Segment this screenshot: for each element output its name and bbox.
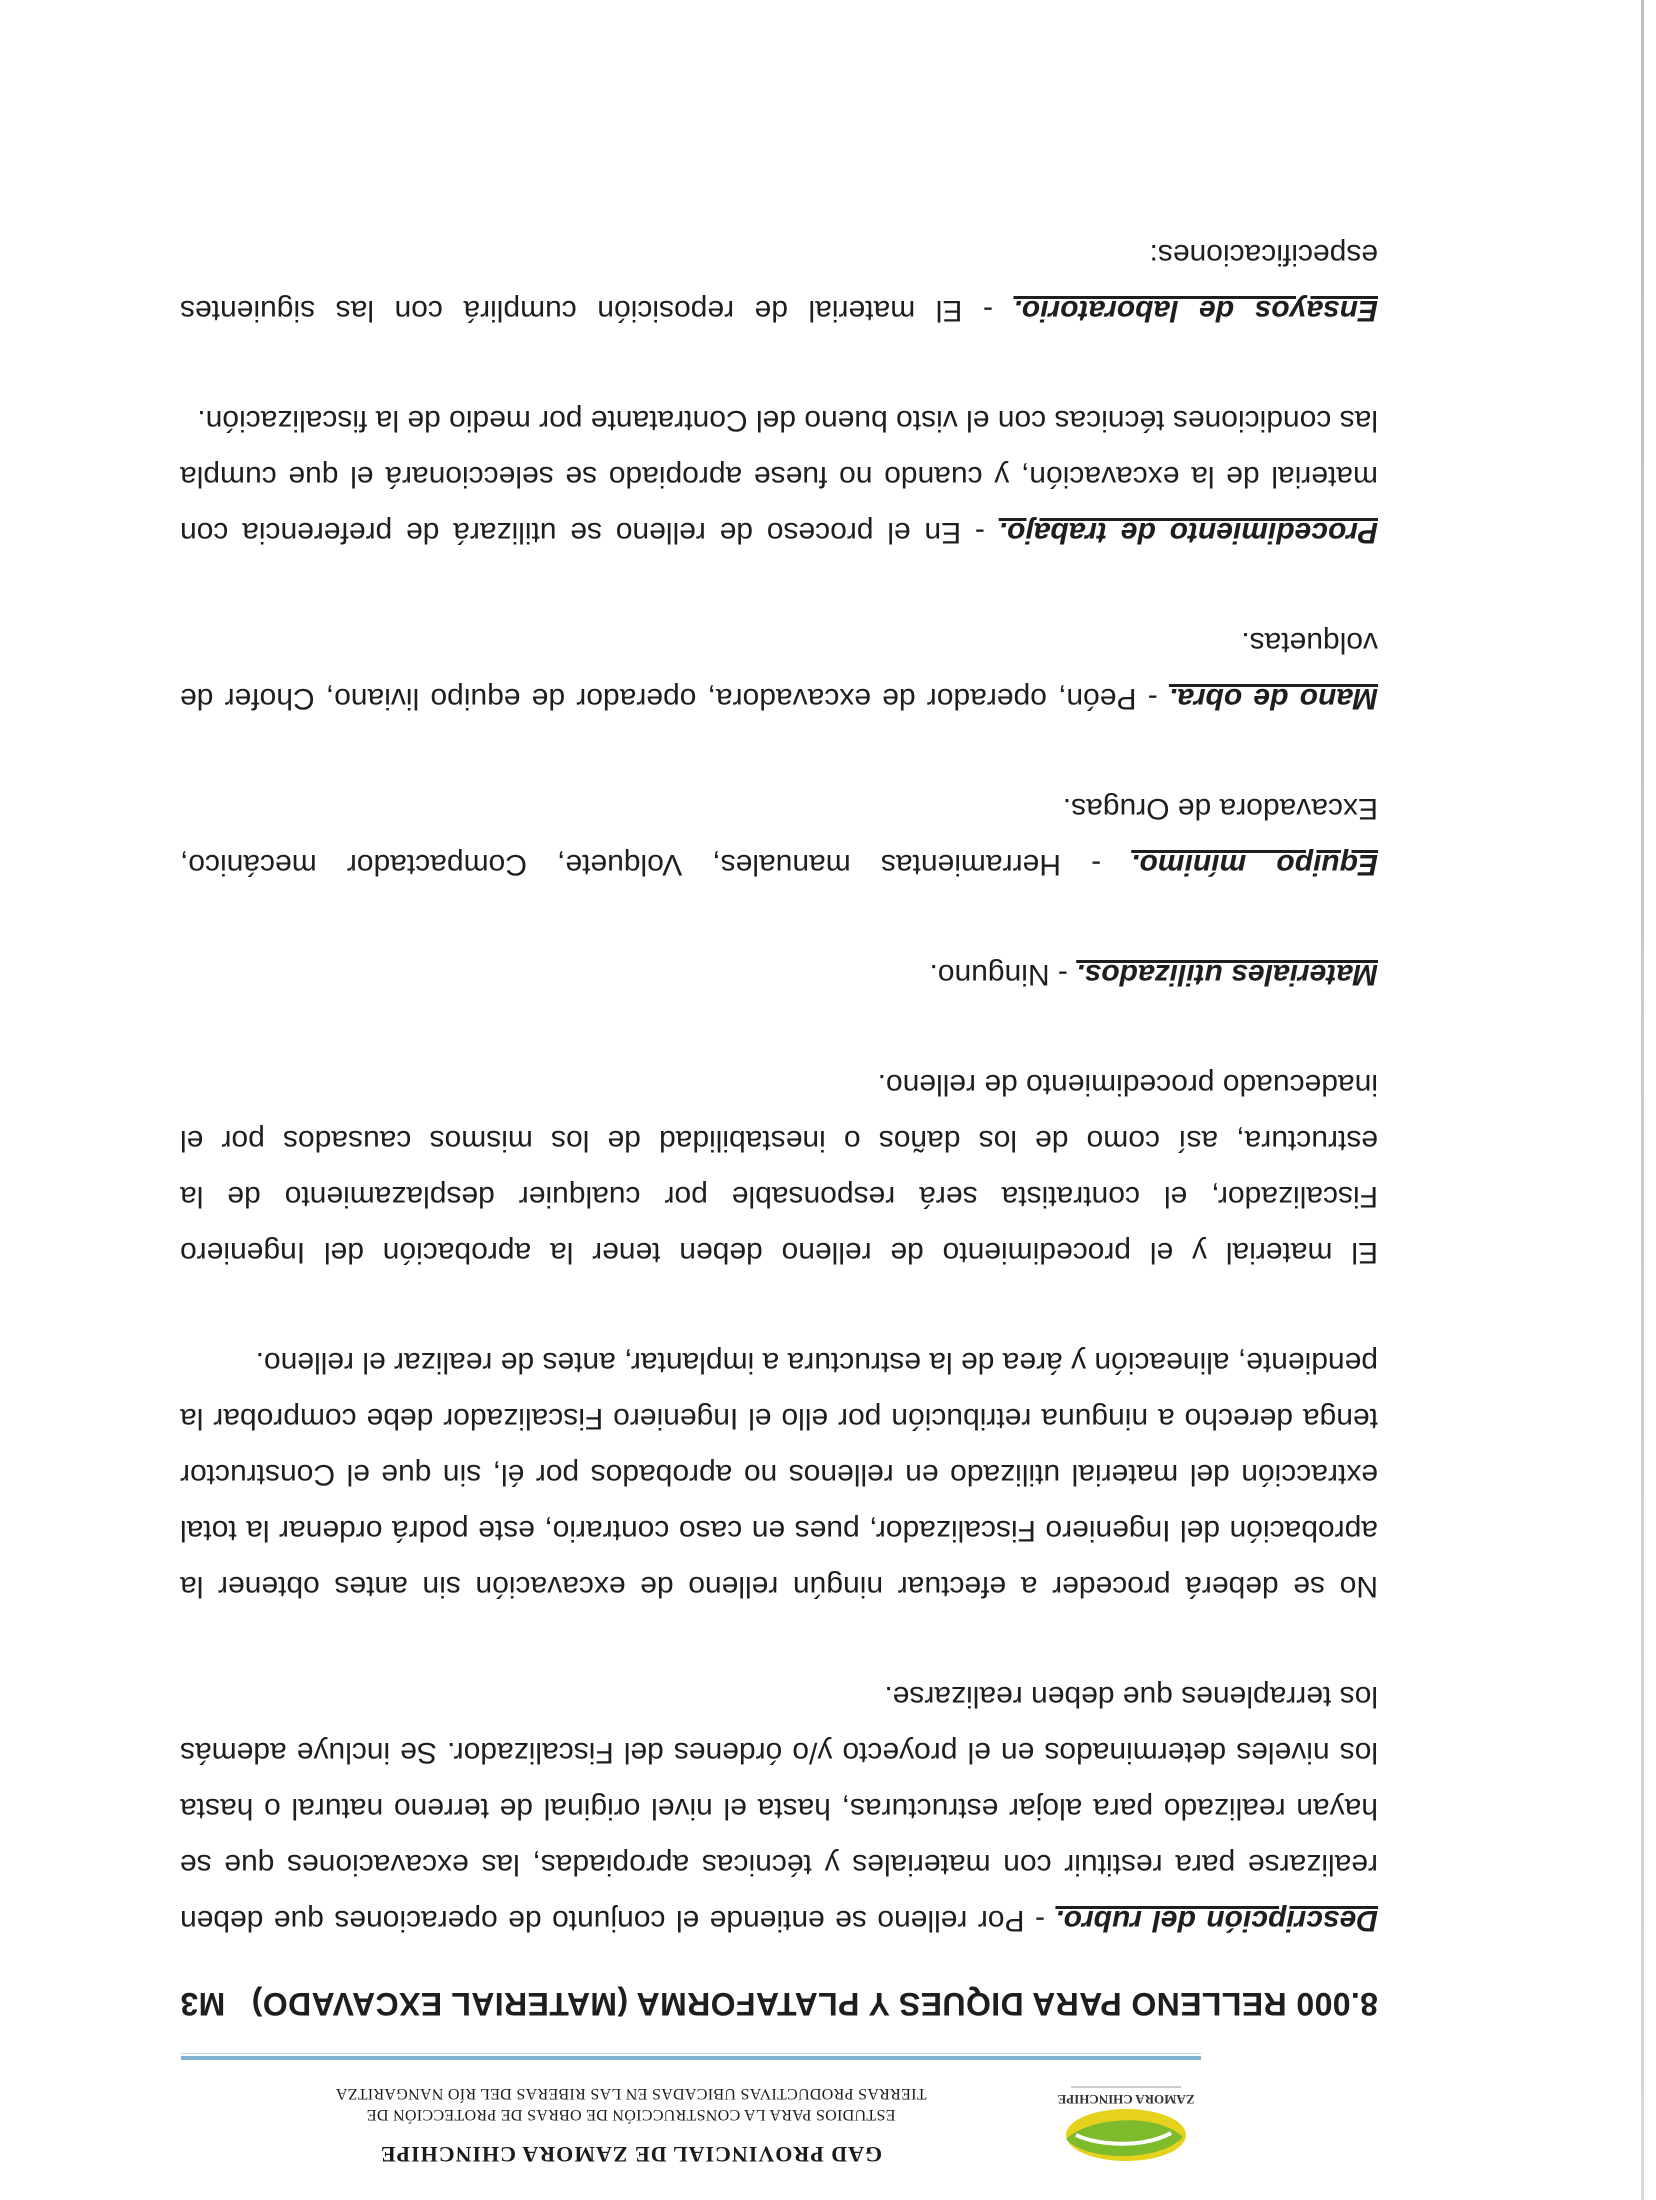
- paragraph-mano-obra: [180, 614, 1378, 726]
- label-equipo: Equipo mínimo.: [1131, 848, 1378, 881]
- page-edge: [1641, 0, 1644, 2200]
- section-title: 8.000 RELLENO PARA DIQUES Y PLATAFORMA (MATERIAL EXCAVADO): [251, 1986, 1378, 2022]
- text-equipo: - Herramientas manuales, Volquete, Compactador mecánico, Excavadora de Orugas.: [180, 792, 1378, 881]
- organization-name: GAD PROVINCIAL DE ZAMORA CHINCHIPE: [379, 2142, 883, 2167]
- paragraph-no-se-debera: No se deberá proceder a efectuar ningún relleno de excavación sin antes obtener la aprobación del Ingeniero Fiscalizador, pues en caso contrario, este podrá ordenar la total extracción del material utilizado en rellenos no aprobados por él, sin que el Constructor tenga derecho a ninguna retribución por ello el Ingeniero Fiscalizador debe comprobar la pendiente, alineación y área de la estructura a implantar, antes de realizar el relleno.: [180, 1346, 1378, 1603]
- paragraph-equipo: [180, 780, 1378, 892]
- header-rule: [181, 2056, 1201, 2060]
- paragraph-el-material: El material y el procedimiento de relleno deben tener la aprobación del Ingeniero Fiscalizador, el contratista será responsable por cualquier desplazamiento de la estructura, así como de los daños o inestabilidad de los mismos causados por el inadecuado procedimiento de relleno.: [180, 1068, 1378, 1269]
- logo-text: ZAMORA CHINCHIPE: [1057, 2092, 1195, 2107]
- paragraph-materiales: [180, 946, 1378, 1002]
- section-title-row: [180, 1976, 1378, 2032]
- gad-zamora-logo: [1051, 2082, 1201, 2167]
- paragraph-descripcion: [180, 1668, 1378, 1948]
- project-line-1: ESTUDIOS PARA LA CONSTRUCCIÓN DE OBRAS DE PROTECCIÓN DE: [366, 2106, 896, 2123]
- document-body: [180, 226, 1378, 2032]
- text-descripcion: - Por relleno se entiende el conjunto de operaciones que deben realizarse para restituir con materiales y técnicas apropiadas, las excavaciones que se hayan realizado para alojar estructuras, hasta el nivel original de terreno natural o hasta los niveles determinados en el proyecto y/o órdenes del Fiscalizador. Se incluye además los terraplenes que deben realizarse.: [180, 1680, 1378, 1937]
- text-ensayos: - El material de reposición cumplirá con las siguientes especificaciones:: [180, 238, 1378, 327]
- paragraph-procedimiento: [180, 392, 1378, 560]
- text-procedimiento: - En el proceso de relleno se utilizará de preferencia con material de la excavación, y cuando no fuese apropiado se seleccionará el que cumpla las condiciones técnicas con el visto bueno del Contratante por medio de la fiscalización.: [180, 404, 1378, 549]
- label-descripcion: Descripción del rubro.: [1055, 1904, 1378, 1937]
- text-mano-obra: - Peón, operador de excavadora, operador de equipo liviano, Chofer de volquetas.: [180, 626, 1378, 715]
- label-procedimiento: Procedimiento de trabajo.: [998, 516, 1378, 549]
- paragraph-ensayos: [180, 226, 1378, 338]
- project-line-2: TIERRAS PRODUCTIVAS UBICADAS EN LAS RIBERAS DEL RÍO NANGARITZA: [335, 2085, 927, 2102]
- label-mano-obra: Mano de obra.: [1168, 682, 1378, 715]
- letterhead: [201, 2055, 1201, 2175]
- text-materiales: - Ninguno.: [929, 958, 1077, 991]
- section-unit: M3: [180, 1986, 226, 2022]
- header-rule-thin: [181, 2053, 1201, 2054]
- letterhead-text: [231, 2083, 1031, 2175]
- label-ensayos: Ensayos de laboratorio.: [1013, 294, 1378, 327]
- label-materiales: Materiales utilizados.: [1076, 958, 1378, 991]
